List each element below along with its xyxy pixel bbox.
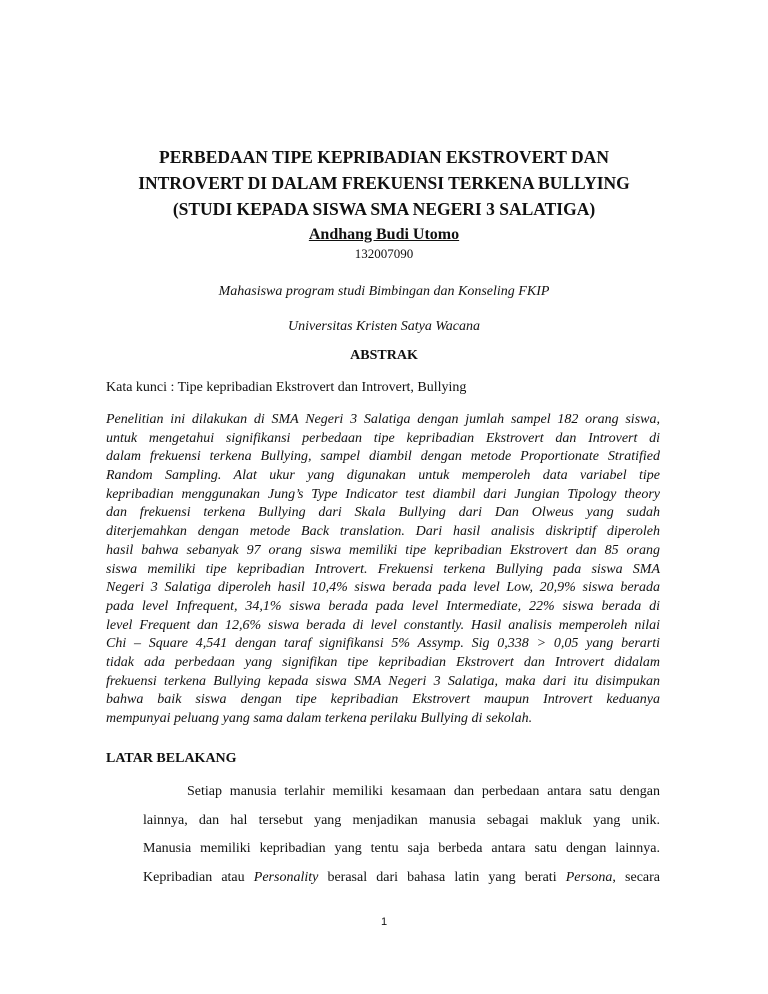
- abstract-body: [106, 411, 660, 729]
- abstract-line: dalam frekuensi terkena Bullying, sampel diambil dengan metode Proportionate Stratified: [106, 449, 660, 465]
- student-id: 132007090: [354, 246, 414, 261]
- body-paragraph: [143, 778, 660, 892]
- abstract-line: mempunyai peluang yang sama dalam terkena perilaku Bullying di sekolah.: [106, 711, 533, 726]
- body-line: lainnya, dan hal tersebut yang menjadikan manusia sebagai makluk yang unik.: [143, 812, 660, 828]
- body-italic-term: Personality: [253, 869, 319, 885]
- abstract-line: dan frekuensi terkena Bullying dari Skala Bullying dari Dan Olweus yang sudah: [106, 505, 660, 521]
- title-line-3: (STUDI KEPADA SISWA SMA NEGERI 3 SALATIGA): [172, 199, 596, 219]
- abstract-line: untuk mengetahui signifikansi perbedaan tipe kepribadian Ekstrovert dan Introvert di: [106, 430, 660, 446]
- abstract-heading: ABSTRAK: [350, 348, 418, 363]
- abstract-line: kepribadian menggunakan Jung’s Type Indicator test diambil dari Jungian Tipology theory: [106, 486, 660, 502]
- affiliation-university: Universitas Kristen Satya Wacana: [288, 319, 480, 334]
- page-number: 1: [380, 916, 388, 928]
- abstract-line: hasil bahwa sebanyak 97 orang siswa memiliki tipe kepribadian Ekstrovert dan 85 orang: [106, 542, 660, 558]
- abstract-line: bahwa baik siswa dengan tipe kepribadian Ekstrovert maupun Introvert keduanya: [106, 692, 660, 708]
- abstract-line: level Frequent dan 12,6% siswa berada di level constantly. Hasil analisis memperoleh nilai: [106, 617, 660, 633]
- abstract-line: siswa memiliki tipe kepribadian Introvert. Frekuensi terkena Bullying pada siswa SMA: [106, 561, 660, 577]
- abstract-line: Penelitian ini dilakukan di SMA Negeri 3 Salatiga dengan jumlah sampel 182 orang siswa,: [106, 412, 660, 427]
- title-line-2: INTROVERT DI DALAM FREKUENSI TERKENA BULLYING: [138, 173, 630, 193]
- abstract-line: Chi – Square 4,541 dengan taraf signifikansi 5% Assymp. Sig 0,338 > 0,05 yang berarti: [106, 636, 660, 652]
- title-line-1: PERBEDAAN TIPE KEPRIBADIAN EKSTROVERT DAN: [159, 147, 609, 167]
- keywords: Kata kunci : Tipe kepribadian Ekstrovert dan Introvert, Bullying: [106, 380, 467, 395]
- abstract-line: pada level Infrequent, 34,1% siswa berada pada level Intermediate, 22% siswa berada di: [106, 598, 660, 614]
- paper-title: [90, 144, 678, 222]
- body-line: Setiap manusia terlahir memiliki kesamaan dan perbedaan antara satu dengan: [187, 784, 660, 799]
- body-text-run: , secara: [612, 869, 661, 885]
- body-line: [143, 864, 660, 893]
- body-text-run: berasal dari bahasa latin yang berati: [318, 869, 566, 885]
- abstract-line: frekuensi terkena Bullying kepada siswa SMA Negeri 3 Salatiga, maka dari itu disimpukan: [106, 673, 660, 689]
- body-line: Manusia memiliki kepribadian yang tentu saja berbeda antara satu dengan lainnya.: [143, 841, 660, 856]
- abstract-line: Random Sampling. Alat ukur yang digunakan untuk memperoleh data variabel tipe: [106, 468, 660, 484]
- body-text-run: Kepribadian atau: [143, 869, 254, 885]
- section-heading: LATAR BELAKANG: [106, 751, 237, 766]
- author-name: Andhang Budi Utomo: [308, 226, 460, 243]
- affiliation-program: Mahasiswa program studi Bimbingan dan Konseling FKIP: [218, 284, 550, 299]
- body-italic-term: Persona: [565, 869, 613, 885]
- abstract-line: Negeri 3 Salatiga diperoleh hasil 10,4% siswa berada pada level Low, 20,9% siswa berada: [106, 580, 660, 596]
- abstract-line: tidak ada perbedaan yang signifikan tipe kepribadian Ekstrovert dan Introvert didalam: [106, 654, 660, 670]
- abstract-line: diterjemahkan dengan metode Back translation. Dari hasil analisis diskriptif diperoleh: [106, 524, 660, 540]
